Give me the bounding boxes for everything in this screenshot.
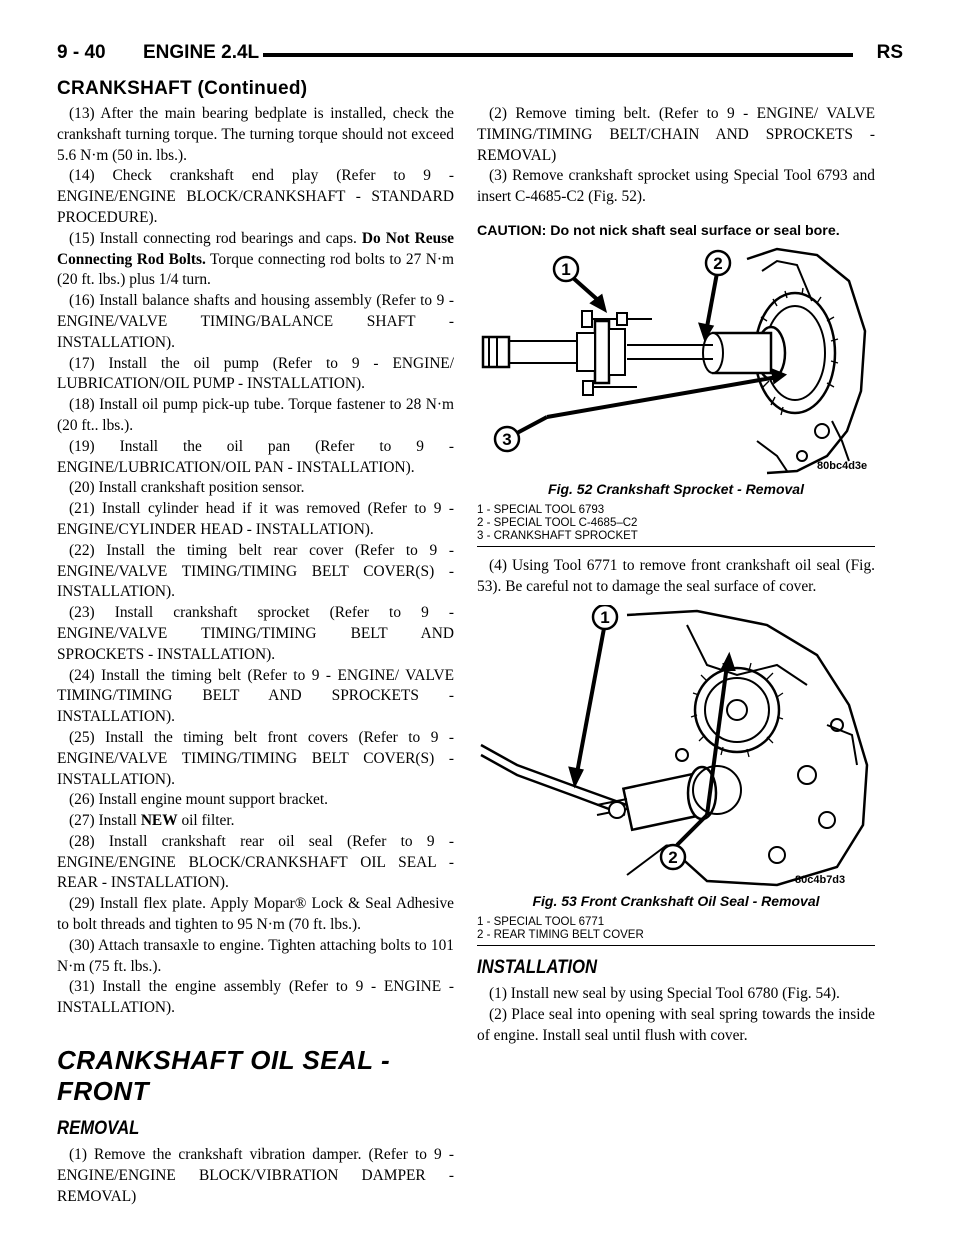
callout-2: 2 xyxy=(668,848,678,868)
step-emphasis: NEW xyxy=(140,812,178,830)
step-paragraph: (25) Install the timing belt front covers (Refer to 9 - ENGINE/VALVE TIMING/TIMING BELT COVER(S) - INSTALLATION). xyxy=(57,728,454,788)
figure-caption: Fig. 52 Crankshaft Sprocket - Removal xyxy=(548,480,804,497)
legend-item: 3 - CRANKSHAFT SPROCKET xyxy=(477,529,638,542)
step-paragraph: (26) Install engine mount support bracket. xyxy=(69,791,329,809)
figure-legend xyxy=(477,504,875,547)
step-paragraph: (1) Install new seal by using Special Tool 6780 (Fig. 54). xyxy=(489,985,840,1003)
figure-53 xyxy=(477,605,875,946)
step-paragraph: (4) Using Tool 6771 to remove front crankshaft oil seal (Fig. 53). Be careful not to damage the seal surface of cover. xyxy=(477,556,875,595)
install-steps-list xyxy=(57,104,454,1019)
left-column xyxy=(57,104,454,1207)
step-paragraph xyxy=(57,229,454,291)
figure-legend xyxy=(477,916,875,946)
step-paragraph: (18) Install oil pump pick-up tube. Torque fastener to 28 N·m (20 ft.. lbs.). xyxy=(57,396,454,434)
step-paragraph: (3) Remove crankshaft sprocket using Special Tool 6793 and insert C-4685-C2 (Fig. 52). xyxy=(477,167,875,206)
step-text: Torque connecting rod bolts to 27 N·m (20 ft. lbs.) plus 1/4 turn. xyxy=(57,250,454,289)
legend-item: 2 - SPECIAL TOOL C-4685–C2 xyxy=(477,516,638,529)
installation-steps-list xyxy=(477,984,875,1046)
step-paragraph: (13) After the main bearing bedplate is installed, check the crankshaft turning torque. The turning torque should not exceed 5.6 N·m (50 in. lbs.). xyxy=(57,105,454,164)
header-section: ENGINE 2.4L xyxy=(143,42,260,63)
step-paragraph: (23) Install crankshaft sprocket (Refer to 9 - ENGINE/VALVE TIMING/TIMING BELT AND SPROCKETS - INSTALLATION). xyxy=(57,604,454,663)
legend-item: 1 - SPECIAL TOOL 6793 xyxy=(477,503,605,516)
step-paragraph: (20) Install crankshaft position sensor. xyxy=(69,479,305,497)
removal-steps-continued xyxy=(477,104,875,208)
oil-seal-removal-illustration xyxy=(477,605,875,889)
callout-1: 1 xyxy=(561,259,571,279)
installation-heading: INSTALLATION xyxy=(477,957,598,979)
continued-heading: CRANKSHAFT (Continued) xyxy=(57,78,308,99)
step-paragraph: (21) Install cylinder head if it was removed (Refer to 9 - ENGINE/CYLINDER HEAD - INSTALLATION). xyxy=(57,500,454,538)
step-paragraph: (19) Install the oil pan (Refer to 9 - ENGINE/LUBRICATION/OIL PAN - INSTALLATION). xyxy=(57,437,454,476)
crankshaft-sprocket-illustration xyxy=(477,241,875,477)
figure-code: 80c4b7d3 xyxy=(795,874,846,887)
step-paragraph xyxy=(57,811,454,832)
step-text: (15) Install connecting rod bearings and caps. xyxy=(69,229,362,247)
step-paragraph: (14) Check crankshaft end play (Refer to 9 - ENGINE/ENGINE BLOCK/CRANKSHAFT - STANDARD PROCEDURE). xyxy=(57,167,454,226)
step-paragraph: (2) Place seal into opening with seal spring towards the inside of engine. Install seal until flush with cover. xyxy=(477,1005,875,1044)
step-paragraph: (24) Install the timing belt (Refer to 9 - ENGINE/ VALVE TIMING/TIMING BELT AND SPROCKETS - INSTALLATION). xyxy=(57,666,454,726)
callout-1: 1 xyxy=(600,608,610,628)
figure-52 xyxy=(477,241,875,547)
section-title: CRANKSHAFT OIL SEAL - FRONT xyxy=(57,1045,391,1107)
removal-step-4 xyxy=(477,556,875,598)
step-emphasis: Do Not Reuse Connecting Rod Bolts. xyxy=(57,229,454,268)
figure-caption: Fig. 53 Front Crankshaft Oil Seal - Removal xyxy=(532,893,820,910)
step-paragraph: (1) Remove the crankshaft vibration damper. (Refer to 9 - ENGINE/ENGINE BLOCK/VIBRATION DAMPER - REMOVAL) xyxy=(57,1146,454,1205)
step-paragraph: (17) Install the oil pump (Refer to 9 - ENGINE/ LUBRICATION/OIL PUMP - INSTALLATION). xyxy=(57,354,454,393)
page-number: 9 - 40 xyxy=(57,42,106,63)
step-paragraph: (30) Attach transaxle to engine. Tighten attaching bolts to 101 N·m (75 ft. lbs.). xyxy=(57,936,454,975)
callout-2: 2 xyxy=(713,253,723,273)
page-header xyxy=(57,42,903,72)
right-column xyxy=(477,104,875,1047)
step-text: oil filter. xyxy=(177,812,235,830)
figure-code: 80bc4d3e xyxy=(817,459,868,472)
legend-item: 2 - REAR TIMING BELT COVER xyxy=(477,929,644,942)
callout-3: 3 xyxy=(502,429,512,449)
step-paragraph: (2) Remove timing belt. (Refer to 9 - ENGINE/ VALVE TIMING/TIMING BELT/CHAIN AND SPROCKETS - REMOVAL) xyxy=(477,105,875,164)
header-rule xyxy=(263,53,853,57)
step-paragraph: (22) Install the timing belt rear cover (Refer to 9 - ENGINE/VALVE TIMING/TIMING BELT COVER(S) - INSTALLATION). xyxy=(57,541,454,601)
step-paragraph: (28) Install crankshaft rear oil seal (Refer to 9 - ENGINE/ENGINE BLOCK/CRANKSHAFT OIL SEAL - REAR - INSTALLATION). xyxy=(57,832,454,892)
header-code: RS xyxy=(876,42,903,63)
removal-steps-list xyxy=(57,1145,454,1207)
step-paragraph: (29) Install flex plate. Apply Mopar® Lock & Seal Adhesive to bolt threads and tighten to 95 N·m (70 ft. lbs.). xyxy=(57,895,454,934)
step-paragraph: (31) Install the engine assembly (Refer to 9 - ENGINE - INSTALLATION). xyxy=(57,978,454,1017)
removal-heading: REMOVAL xyxy=(57,1118,140,1140)
step-text: (27) Install xyxy=(69,812,141,830)
caution-note: CAUTION: Do not nick shaft seal surface or seal bore. xyxy=(477,222,840,239)
legend-item: 1 - SPECIAL TOOL 6771 xyxy=(477,916,605,929)
step-paragraph: (16) Install balance shafts and housing assembly (Refer to 9 - ENGINE/VALVE TIMING/BALANCE SHAFT - INSTALLATION). xyxy=(57,292,454,351)
